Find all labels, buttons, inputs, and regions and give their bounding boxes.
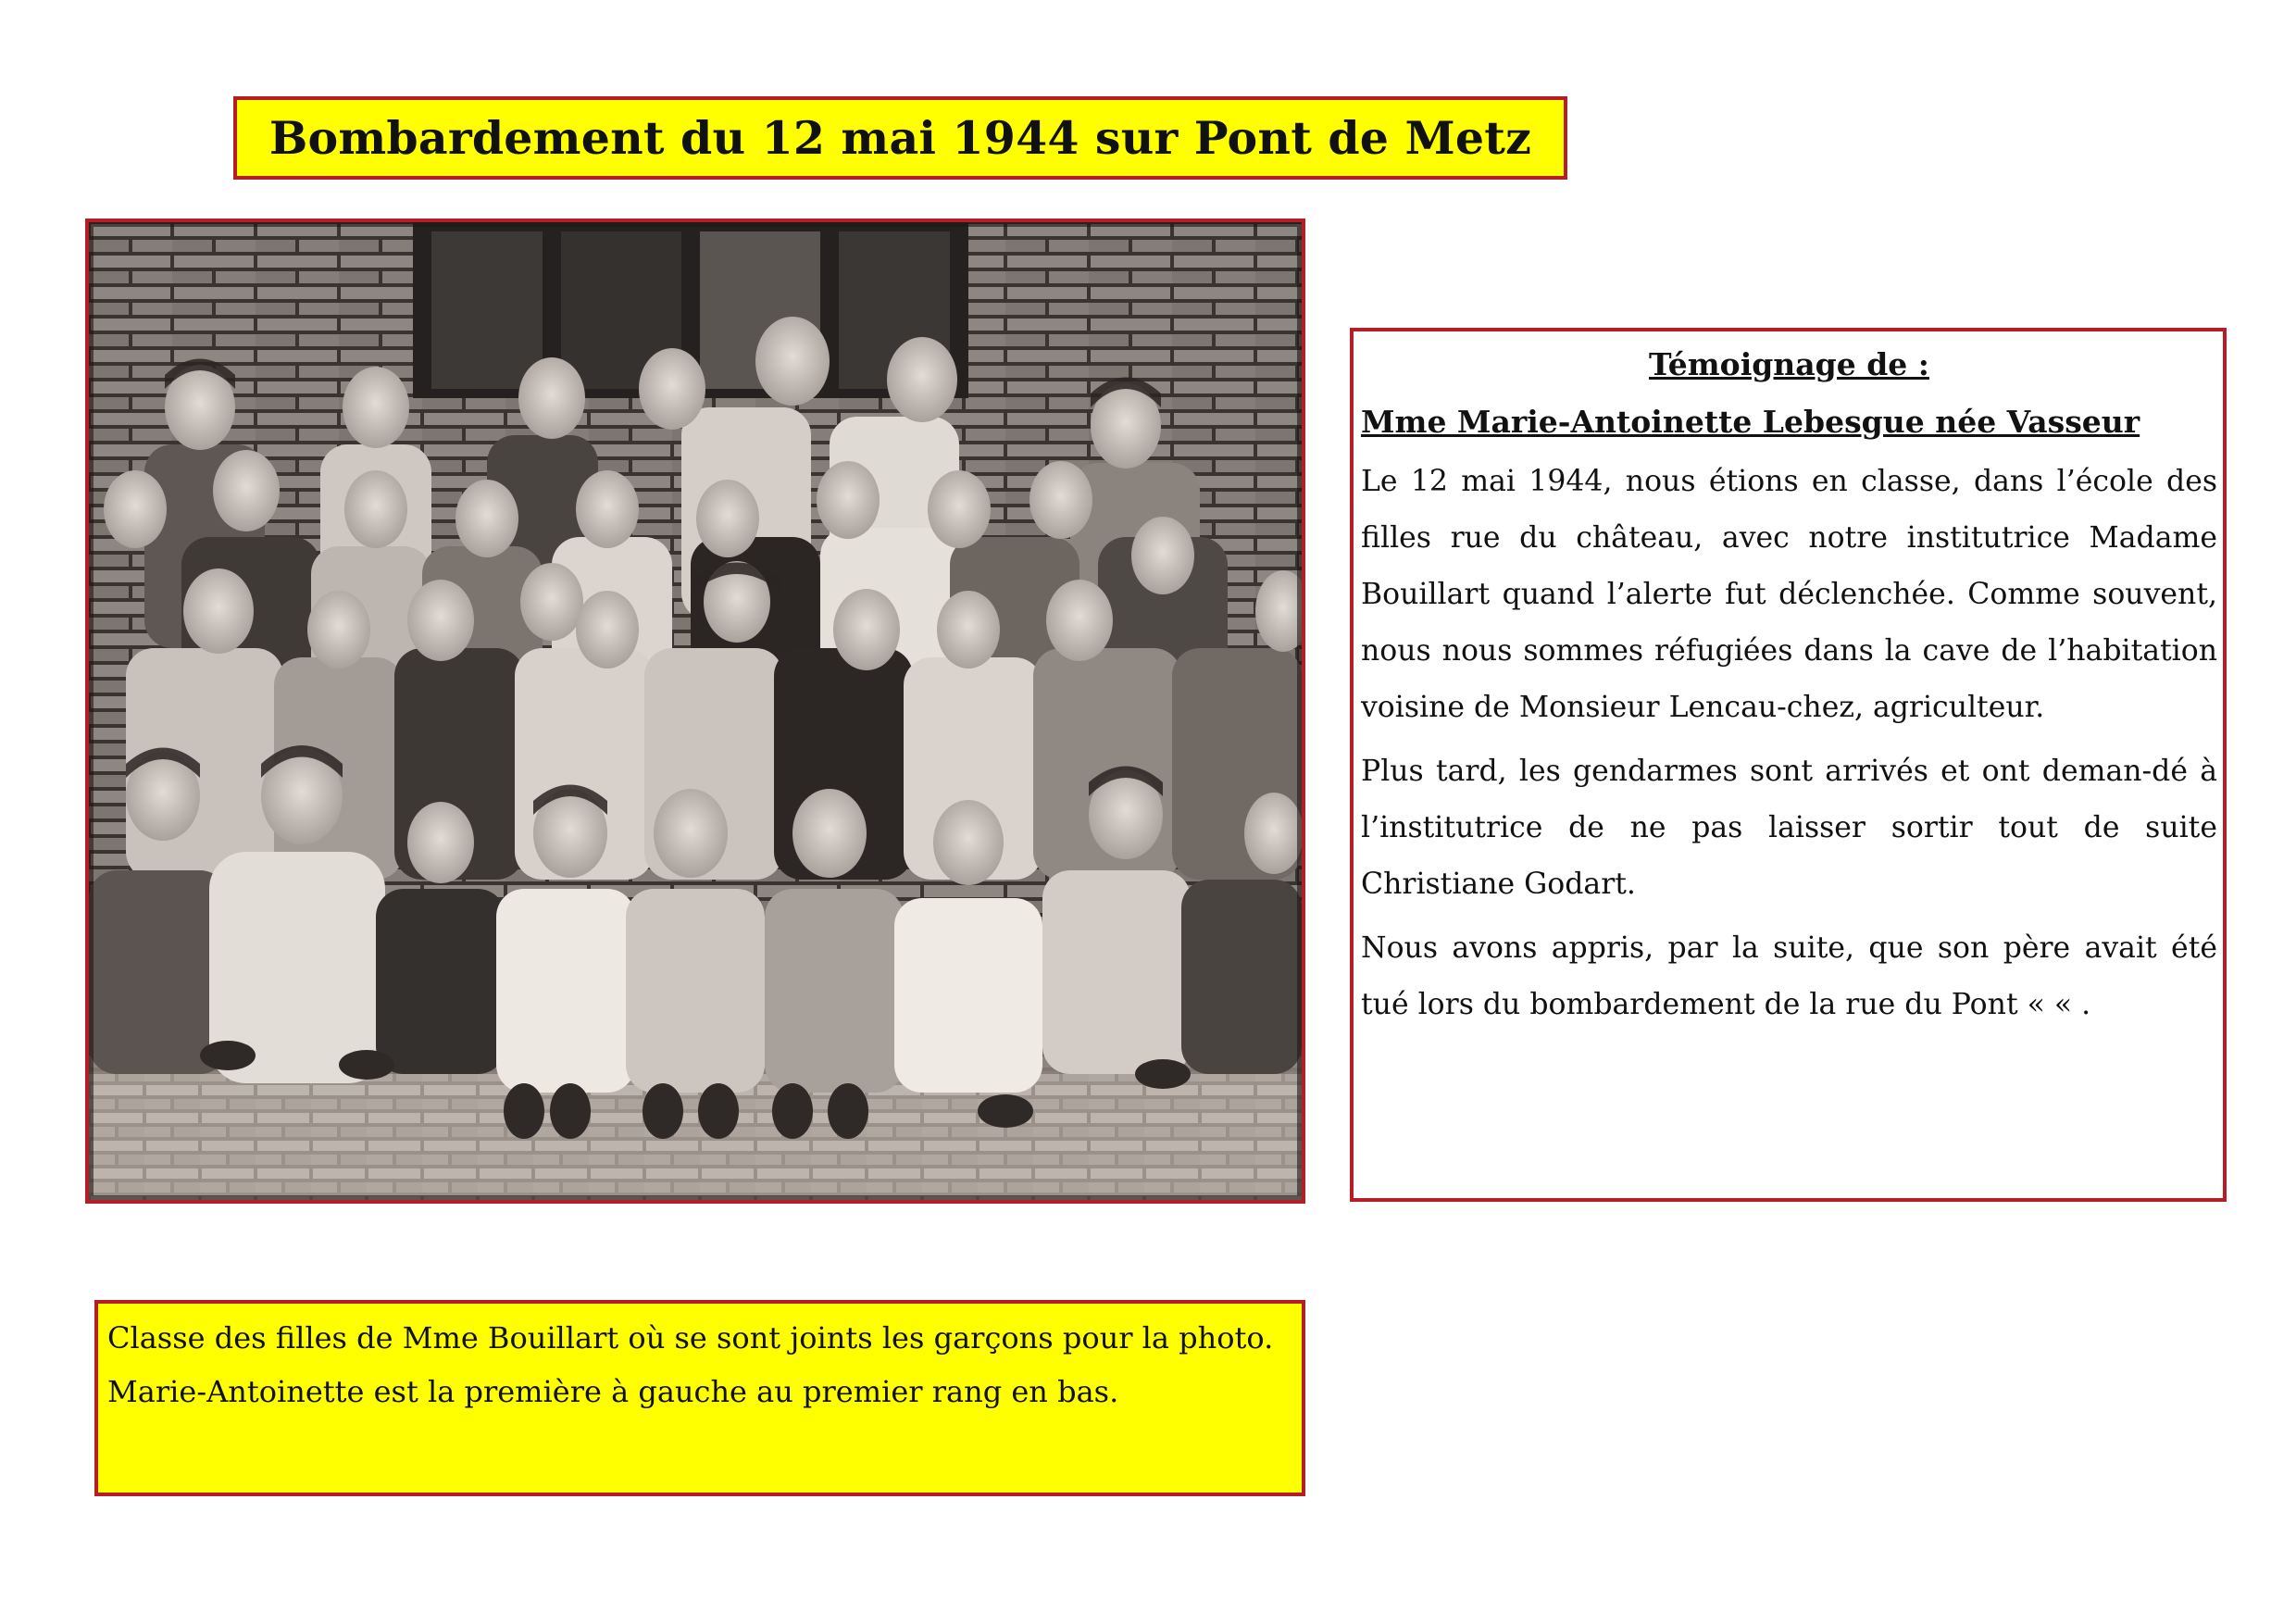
- class-photo: [85, 219, 1305, 1204]
- title-banner: [233, 96, 1567, 180]
- testimony-paragraph-1: Le 12 mai 1944, nous étions en classe, dans l’école des filles rue du château, avec notre institutrice Madame Bouillart quand l’alerte fut déclenchée. Comme souvent, nous nous sommes réfugiées dans la cave de l’habitation voisine de Monsieur Lencau-chez, agriculteur.: [1361, 465, 2217, 724]
- photo-caption-box: [94, 1300, 1305, 1496]
- testimony-panel: [1350, 328, 2227, 1202]
- class-photo-image: [89, 222, 1302, 1200]
- witness-name: Mme Marie-Antoinette Lebesgue née Vasseur: [1361, 404, 2140, 440]
- testimony-paragraph-2: Plus tard, les gendarmes sont arrivés et ont deman-dé à l’institutrice de ne pas laisser sortir tout de suite Christiane Godart.: [1361, 755, 2217, 901]
- page-title: Bombardement du 12 mai 1944 sur Pont de Metz: [268, 111, 1532, 165]
- photo-caption: Classe des filles de Mme Bouillart où se sont joints les garçons pour la photo. Marie-Antoinette est la première à gauche au premier rang en bas.: [107, 1320, 1274, 1409]
- testimony-heading: Témoignage de :: [1649, 346, 1929, 382]
- testimony-paragraph-3: Nous avons appris, par la suite, que son père avait été tué lors du bombardement de la rue du Pont « « .: [1361, 931, 2217, 1021]
